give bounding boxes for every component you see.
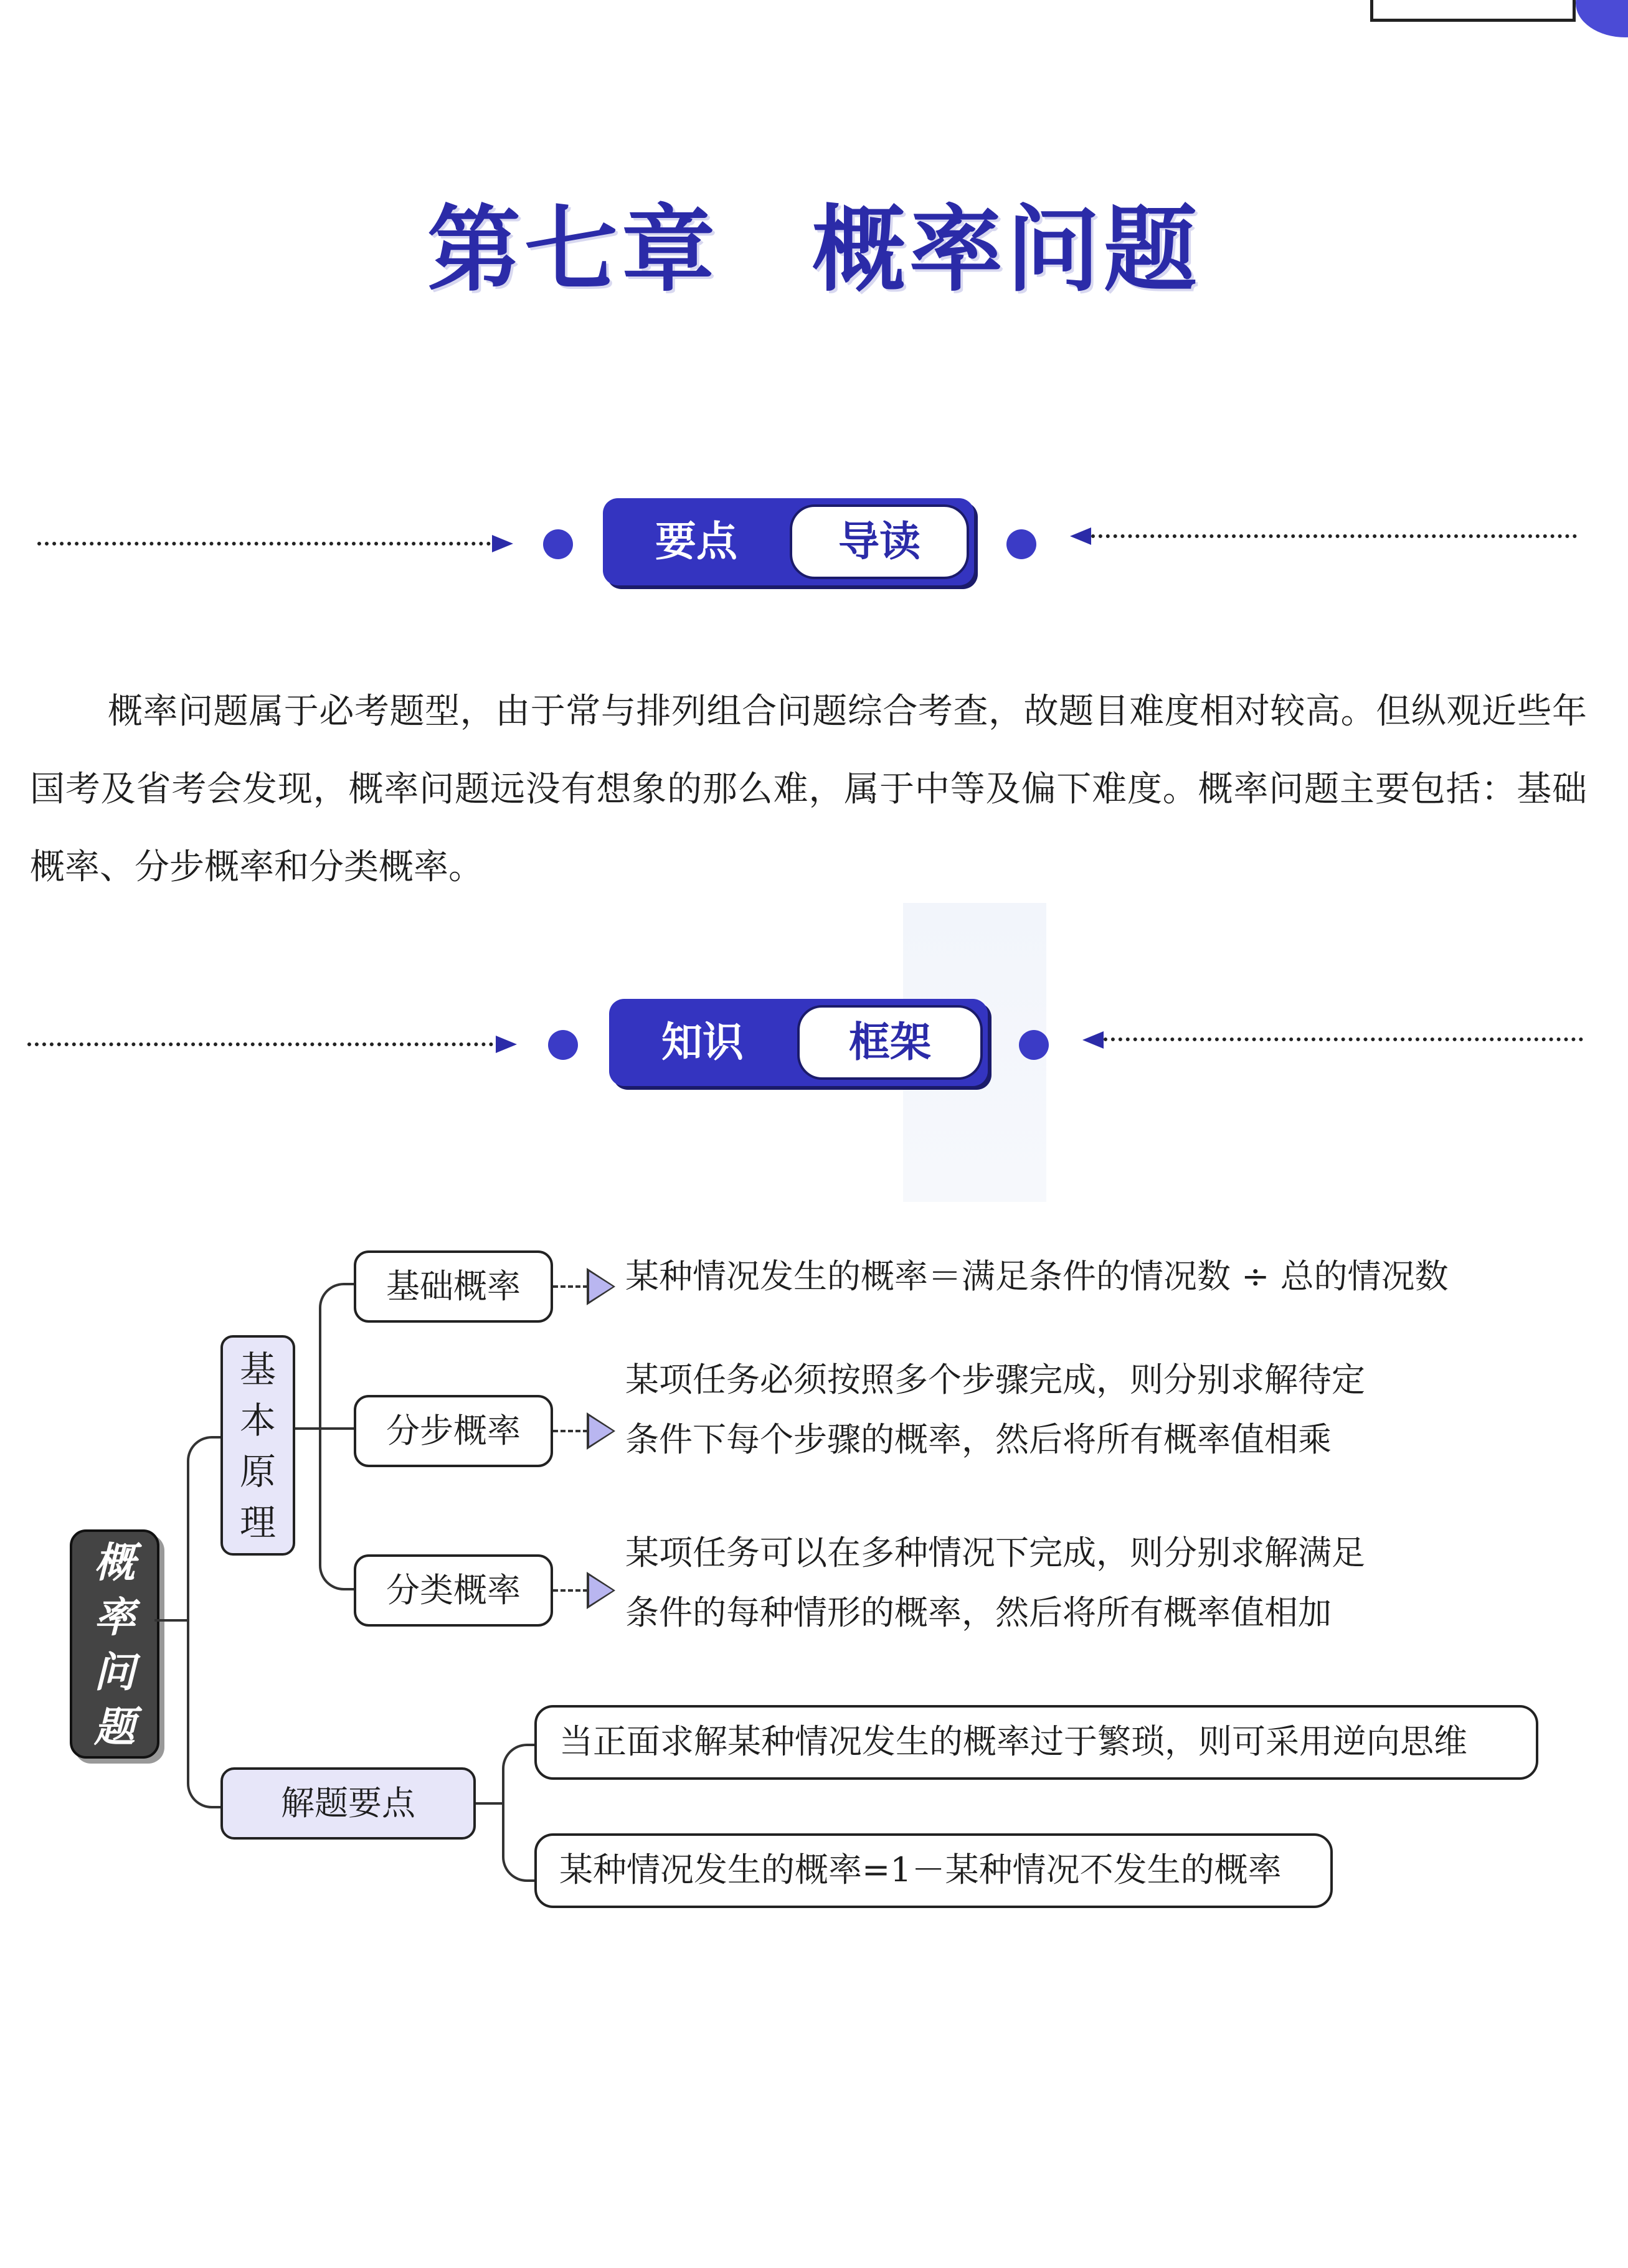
basic-char: 基	[239, 1348, 276, 1391]
step-probability-node: 分步概率	[354, 1395, 553, 1467]
basic-char: 本	[239, 1399, 276, 1442]
arrow-left-icon	[1070, 527, 1091, 545]
connector	[476, 1802, 504, 1805]
triangle-arrow-fill	[589, 1576, 613, 1605]
tip-item: 当正面求解某种情况发生的概率过于繁琐，则可采用逆向思维	[534, 1705, 1538, 1780]
dotted-line-right	[1104, 1037, 1583, 1041]
connector	[319, 1283, 359, 1590]
basic-char: 原	[239, 1450, 276, 1493]
basic-char: 理	[239, 1501, 276, 1544]
dashed-connector	[553, 1430, 588, 1432]
section-pill-right: 导读	[790, 504, 969, 579]
connector	[154, 1619, 188, 1622]
step-probability-desc: 某项任务必须按照多个步骤完成，则分别求解待定 条件下每个步骤的概率，然后将所有概率值相乘	[625, 1360, 1365, 1459]
root-char: 题	[94, 1703, 135, 1751]
corner-tab	[1370, 0, 1576, 22]
dot-icon	[543, 529, 573, 559]
basic-probability-node: 基础概率	[354, 1250, 553, 1323]
connector	[502, 1744, 539, 1882]
dot-icon	[1006, 529, 1036, 559]
arrow-right-icon	[496, 1036, 517, 1053]
chapter-number: 第七章	[427, 195, 719, 305]
dashed-connector	[553, 1589, 588, 1592]
chapter-name: 概率问题	[812, 195, 1201, 305]
root-node	[70, 1529, 159, 1759]
intro-paragraph: 概率问题属于必考题型，由于常与排列组合问题综合考查，故题目难度相对较高。但纵观近些年国考及省考会发现，概率问题远没有想象的那么难，属于中等及偏下难度。概率问题主要包括：基础概率、分步概率和分类概率。	[30, 691, 1587, 887]
dashed-connector	[553, 1285, 588, 1288]
category-probability-node: 分类概率	[354, 1554, 553, 1627]
solving-tips-node: 解题要点	[220, 1767, 476, 1840]
triangle-arrow-fill	[589, 1272, 613, 1302]
root-char: 问	[94, 1648, 135, 1696]
section-pill	[609, 999, 988, 1086]
dot-icon	[1019, 1030, 1049, 1060]
dot-icon	[548, 1030, 578, 1060]
dotted-line-right	[1091, 534, 1577, 538]
section-pill-left: 要点	[655, 517, 737, 565]
arrow-right-icon	[492, 535, 513, 552]
section-pill-right: 框架	[797, 1005, 983, 1080]
tip-item: 某种情况发生的概率=1－某种情况不发生的概率	[534, 1833, 1333, 1908]
basic-probability-desc: 某种情况发生的概率＝满足条件的情况数 ÷ 总的情况数	[625, 1257, 1449, 1296]
dotted-line-left	[27, 1042, 501, 1046]
connector	[319, 1427, 356, 1430]
category-probability-desc: 某项任务可以在多种情况下完成，则分别求解满足 条件的每种情形的概率，然后将所有概率值相加	[625, 1533, 1365, 1632]
triangle-arrow-fill	[589, 1416, 613, 1446]
section-pill-left: 知识	[661, 1018, 744, 1066]
connector	[295, 1427, 320, 1430]
section-pill	[603, 498, 974, 585]
connector	[187, 1436, 224, 1808]
root-char: 率	[94, 1594, 135, 1642]
basic-principle-node	[220, 1335, 295, 1556]
arrow-left-icon	[1082, 1031, 1104, 1049]
dotted-line-left	[37, 542, 498, 546]
chapter-title	[0, 174, 1628, 309]
root-char: 概	[94, 1539, 135, 1587]
corner-blob	[1576, 0, 1628, 37]
